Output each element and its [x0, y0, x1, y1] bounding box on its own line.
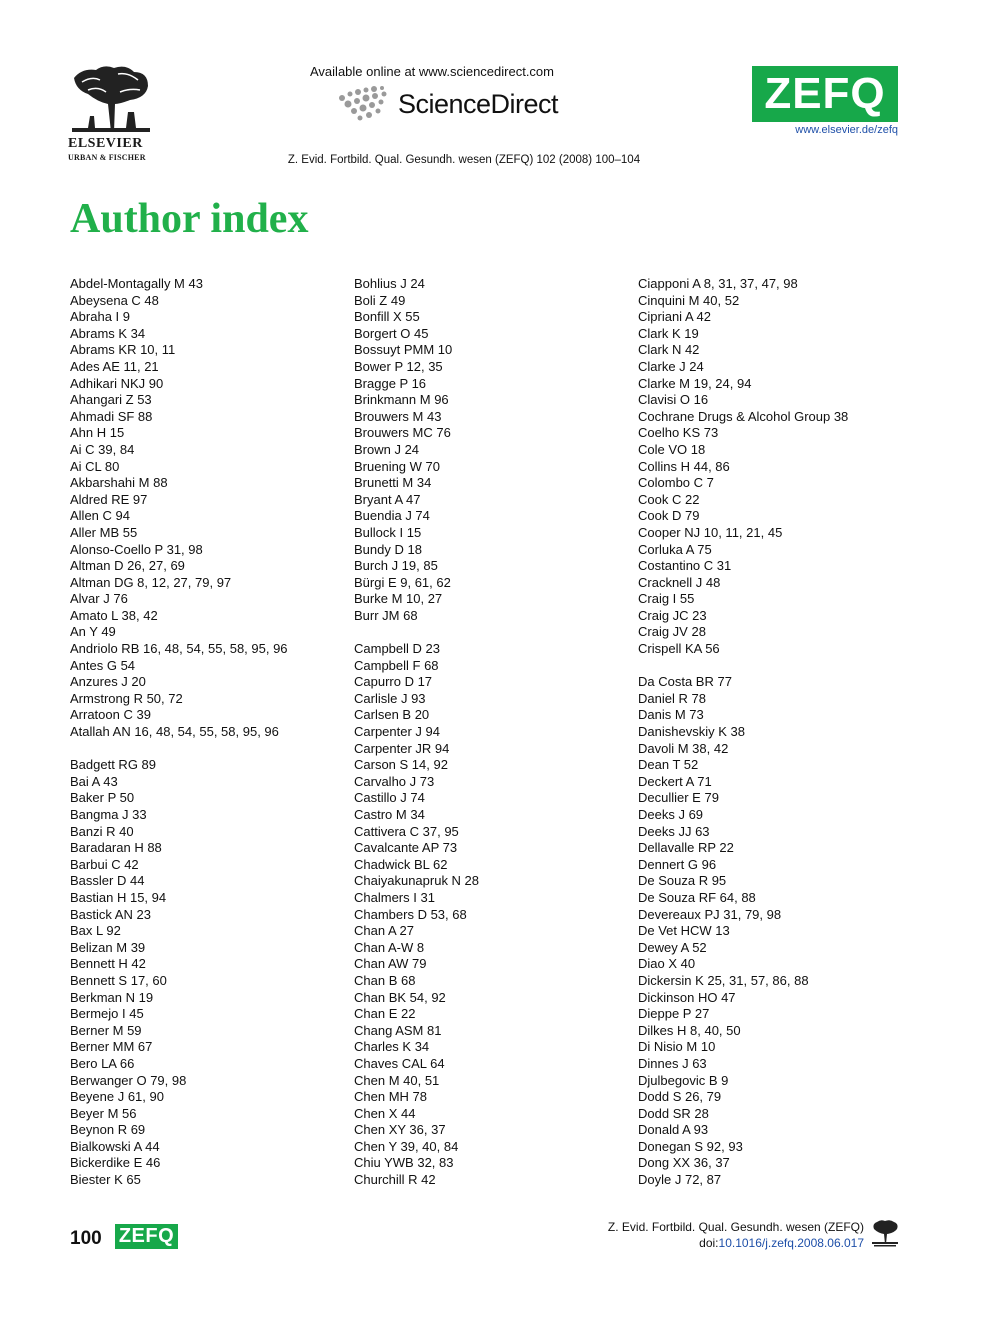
author-entry: Bragge P 16: [354, 375, 427, 391]
footer-doi: [699, 1236, 864, 1250]
author-entry: Decullier E 79: [638, 790, 719, 806]
author-entry: Akbarshahi M 88: [70, 475, 168, 491]
author-entry: Berwanger O 79, 98: [70, 1072, 187, 1088]
author-entry: Alvar J 76: [70, 591, 128, 607]
author-entry: Bennett S 17, 60: [70, 972, 167, 988]
author-entry: Aller MB 55: [70, 524, 138, 540]
author-entry: Berkman N 19: [70, 989, 154, 1005]
author-entry: Djulbegovic B 9: [638, 1072, 729, 1088]
author-entry: Deeks J 69: [638, 807, 704, 822]
author-entry: Cattivera C 37, 95: [354, 823, 459, 839]
author-entry: Amato L 38, 42: [70, 607, 158, 623]
sciencedirect-dots-icon: [336, 84, 392, 124]
author-entry: Bryant A 47: [354, 491, 421, 507]
author-entry: Beynon R 69: [70, 1122, 146, 1138]
author-entry: Bastick AN 23: [70, 906, 151, 922]
author-entry: Carlsen B 20: [354, 707, 430, 723]
author-entry: Badgett RG 89: [70, 757, 156, 773]
author-entry: Cochrane Drugs & Alcohol Group 38: [638, 408, 849, 424]
available-online-text: Available online at www.sciencedirect.com: [310, 64, 554, 79]
author-entry: Bower P 12, 35: [354, 358, 443, 374]
doi-link[interactable]: 10.1016/j.zefq.2008.06.017: [718, 1236, 864, 1250]
author-entry: Diao X 40: [638, 956, 696, 972]
author-entry: Chiu YWB 32, 83: [354, 1155, 454, 1171]
author-entry: Bürgi E 9, 61, 62: [354, 574, 451, 590]
author-entry: Craig I 55: [638, 591, 695, 607]
author-entry: Deckert A 71: [638, 773, 712, 789]
author-entry: Carson S 14, 92: [354, 757, 448, 773]
author-entry: Bero LA 66: [70, 1055, 135, 1071]
author-entry: Capurro D 17: [354, 674, 433, 690]
author-entry: Chan A 27: [354, 923, 414, 939]
author-entry: Chaiyakunapruk N 28: [354, 873, 480, 889]
author-entry: Cinquini M 40, 52: [638, 292, 740, 308]
author-entry: Bennett H 42: [70, 956, 146, 972]
author-entry: Bax L 92: [70, 923, 121, 939]
author-entry: Brunetti M 34: [354, 475, 432, 491]
author-entry: Chan B 68: [354, 972, 416, 988]
author-entry: Allen C 94: [70, 508, 130, 524]
author-entry: Charles K 34: [354, 1039, 430, 1055]
author-entry: Bullock I 15: [354, 524, 422, 540]
author-entry: Clark N 42: [638, 342, 700, 358]
author-entry: Clarke J 24: [638, 358, 704, 374]
author-entry: Dodd SR 28: [638, 1105, 709, 1121]
author-entry: Armstrong R 50, 72: [70, 690, 183, 706]
author-entry: Cook D 79: [638, 508, 700, 524]
author-entry: Burke M 10, 27: [354, 591, 443, 607]
author-entry: Abraha I 9: [70, 309, 130, 325]
zefq-logo: ZEFQ: [752, 66, 898, 122]
author-entry: Aldred RE 97: [70, 491, 148, 507]
author-entry: Clark K 19: [638, 325, 699, 341]
doi-prefix: doi:: [699, 1236, 719, 1250]
elsevier-footer-logo: [870, 1218, 900, 1248]
author-entry: Castillo J 74: [354, 790, 425, 806]
author-entry: Danishevskiy K 38: [638, 724, 745, 740]
author-entry: Altman D 26, 27, 69: [70, 558, 185, 574]
author-entry: Cracknell J 48: [638, 574, 721, 590]
zefq-footer-logo: ZEFQ: [115, 1224, 178, 1249]
author-entry: Chalmers I 31: [354, 889, 435, 905]
author-entry: Alonso-Coello P 31, 98: [70, 541, 203, 557]
author-entry: Chambers D 53, 68: [354, 906, 467, 922]
author-entry: Bundy D 18: [354, 541, 422, 557]
author-entry: Chen Y 39, 40, 84: [354, 1138, 459, 1154]
author-entry: Craig JV 28: [638, 624, 706, 640]
author-entry: De Vet HCW 13: [638, 923, 730, 939]
index-letter-group: [70, 276, 340, 741]
author-entry: Cooper NJ 10, 11, 21, 45: [638, 524, 783, 540]
author-entry: Burch J 19, 85: [354, 558, 438, 574]
author-entry: Chan A-W 8: [354, 939, 425, 955]
index-letter-group: [354, 276, 624, 624]
publisher-name: ELSEVIER: [68, 136, 143, 151]
author-entry: Ai C 39, 84: [70, 441, 135, 457]
index-letter-group: [354, 641, 624, 1189]
author-entry: Andriolo RB 16, 48, 54, 55, 58, 95, 96: [70, 641, 288, 657]
author-entry: Brouwers MC 76: [354, 425, 451, 441]
author-entry: Burr JM 68: [354, 607, 418, 623]
author-entry: Chan AW 79: [354, 956, 427, 972]
author-entry: Berner M 59: [70, 1022, 142, 1038]
author-entry: An Y 49: [70, 624, 116, 640]
author-entry: Castro M 34: [354, 807, 425, 822]
author-entry: Bialkowski A 44: [70, 1138, 160, 1154]
author-entry: Chan BK 54, 92: [354, 989, 446, 1005]
author-entry: Chen XY 36, 37: [354, 1122, 446, 1138]
author-entry: Cole VO 18: [638, 441, 706, 457]
author-entry: Craig JC 23: [638, 607, 707, 623]
author-entry: Antes G 54: [70, 657, 136, 673]
page-number: 100: [70, 1228, 102, 1249]
index-column-2: [354, 276, 624, 1189]
elsevier-tree-small-icon: [870, 1218, 900, 1248]
author-entry: De Souza R 95: [638, 873, 727, 889]
author-entry: Ahmadi SF 88: [70, 408, 153, 424]
author-entry: Bohlius J 24: [354, 276, 425, 291]
author-entry: Beyene J 61, 90: [70, 1089, 164, 1105]
author-entry: Biester K 65: [70, 1172, 141, 1188]
author-entry: Dilkes H 8, 40, 50: [638, 1022, 741, 1038]
author-entry: Berner MM 67: [70, 1039, 153, 1055]
author-entry: Davoli M 38, 42: [638, 740, 729, 756]
author-entry: Bassler D 44: [70, 873, 145, 889]
author-entry: Campbell F 68: [354, 657, 439, 673]
index-letter-group: [638, 674, 908, 1188]
author-entry: Bickerdike E 46: [70, 1155, 161, 1171]
author-entry: Clarke M 19, 24, 94: [638, 375, 752, 391]
author-entry: Bonfill X 55: [354, 309, 420, 325]
author-entry: Colombo C 7: [638, 475, 714, 491]
author-entry: Adhikari NKJ 90: [70, 375, 164, 391]
author-entry: Collins H 44, 86: [638, 458, 730, 474]
author-entry: Atallah AN 16, 48, 54, 55, 58, 95, 96: [70, 724, 279, 740]
author-entry: Buendia J 74: [354, 508, 430, 524]
author-entry: Dellavalle RP 22: [638, 840, 734, 856]
author-entry: Banzi R 40: [70, 823, 134, 839]
author-entry: Beyer M 56: [70, 1105, 137, 1121]
author-entry: Abrams KR 10, 11: [70, 342, 176, 358]
author-entry: Bossuyt PMM 10: [354, 342, 453, 358]
author-entry: Ahangari Z 53: [70, 392, 152, 408]
author-entry: Anzures J 20: [70, 674, 146, 690]
author-entry: Bangma J 33: [70, 807, 147, 822]
author-entry: Chen MH 78: [354, 1089, 427, 1105]
author-entry: Cavalcante AP 73: [354, 840, 458, 856]
index-column-1: [70, 276, 340, 1189]
author-entry: Daniel R 78: [638, 690, 706, 706]
author-entry: Chang ASM 81: [354, 1022, 442, 1038]
author-entry: Bruening W 70: [354, 458, 440, 474]
author-entry: Bermejo I 45: [70, 1006, 144, 1022]
author-entry: Devereaux PJ 31, 79, 98: [638, 906, 782, 922]
author-entry: Ahn H 15: [70, 425, 125, 441]
footer-journal-name: Z. Evid. Fortbild. Qual. Gesundh. wesen (ZEFQ): [607, 1220, 864, 1234]
author-entry: Da Costa BR 77: [638, 674, 732, 690]
journal-url-link[interactable]: www.elsevier.de/zefq: [795, 124, 898, 136]
author-entry: Carvalho J 73: [354, 773, 435, 789]
author-entry: Carlisle J 93: [354, 690, 426, 706]
author-entry: Chen X 44: [354, 1105, 416, 1121]
author-entry: Abdel-Montagally M 43: [70, 276, 203, 291]
author-entry: Ciapponi A 8, 31, 37, 47, 98: [638, 276, 798, 291]
author-entry: Altman DG 8, 12, 27, 79, 97: [70, 574, 232, 590]
author-entry: Cook C 22: [638, 491, 700, 507]
author-entry: Chaves CAL 64: [354, 1055, 445, 1071]
author-entry: Carpenter J 94: [354, 724, 440, 740]
author-entry: Dinnes J 63: [638, 1055, 707, 1071]
author-entry: Coelho KS 73: [638, 425, 719, 441]
author-entry: Chen M 40, 51: [354, 1072, 440, 1088]
author-entry: De Souza RF 64, 88: [638, 889, 756, 905]
author-entry: Dodd S 26, 79: [638, 1089, 722, 1105]
author-entry: Danis M 73: [638, 707, 704, 723]
author-entry: Brown J 24: [354, 441, 420, 457]
author-entry: Donald A 93: [638, 1122, 709, 1138]
author-entry: Clavisi O 16: [638, 392, 709, 408]
author-entry: Carpenter JR 94: [354, 740, 450, 756]
author-entry: Barbui C 42: [70, 856, 139, 872]
publisher-subname: URBAN & FISCHER: [68, 153, 146, 162]
author-entry: Doyle J 72, 87: [638, 1172, 722, 1188]
author-entry: Deeks JJ 63: [638, 823, 710, 839]
author-entry: Boli Z 49: [354, 292, 406, 308]
sciencedirect-logo: [336, 84, 558, 124]
author-entry: Borgert O 45: [354, 325, 429, 341]
elsevier-logo: [68, 64, 158, 162]
author-entry: Baradaran H 88: [70, 840, 162, 856]
author-entry: Bastian H 15, 94: [70, 889, 167, 905]
author-entry: Dewey A 52: [638, 939, 707, 955]
author-entry: Donegan S 92, 93: [638, 1138, 743, 1154]
author-entry: Dickersin K 25, 31, 57, 86, 88: [638, 972, 809, 988]
author-entry: Arratoon C 39: [70, 707, 151, 723]
author-entry: Abeysena C 48: [70, 292, 159, 308]
author-entry: Dong XX 36, 37: [638, 1155, 730, 1171]
author-entry: Dennert G 96: [638, 856, 717, 872]
index-letter-group: [638, 276, 908, 658]
sciencedirect-wordmark: ScienceDirect: [398, 88, 559, 119]
author-entry: Baker P 50: [70, 790, 135, 806]
author-entry: Churchill R 42: [354, 1172, 436, 1188]
index-column-3: [638, 276, 908, 1189]
author-entry: Ai CL 80: [70, 458, 120, 474]
author-entry: Corluka A 75: [638, 541, 712, 557]
journal-citation: Z. Evid. Fortbild. Qual. Gesundh. wesen (ZEFQ) 102 (2008) 100–104: [287, 154, 641, 166]
author-entry: Costantino C 31: [638, 558, 732, 574]
author-entry: Ades AE 11, 21: [70, 358, 159, 374]
author-entry: Bai A 43: [70, 773, 118, 789]
author-entry: Di Nisio M 10: [638, 1039, 716, 1055]
author-entry: Campbell D 23: [354, 641, 440, 657]
author-entry: Brouwers M 43: [354, 408, 442, 424]
author-entry: Belizan M 39: [70, 939, 146, 955]
author-entry: Brinkmann M 96: [354, 392, 449, 408]
index-letter-group: [70, 757, 340, 1188]
author-entry: Dean T 52: [638, 757, 699, 773]
author-entry: Abrams K 34: [70, 325, 146, 341]
author-entry: Dieppe P 27: [638, 1006, 710, 1022]
author-entry: Crispell KA 56: [638, 641, 720, 657]
page-title: Author index: [70, 196, 309, 242]
author-entry: Chan E 22: [354, 1006, 416, 1022]
author-entry: Cipriani A 42: [638, 309, 711, 325]
author-entry: Chadwick BL 62: [354, 856, 448, 872]
author-entry: Dickinson HO 47: [638, 989, 736, 1005]
elsevier-tree-icon: [68, 64, 154, 134]
